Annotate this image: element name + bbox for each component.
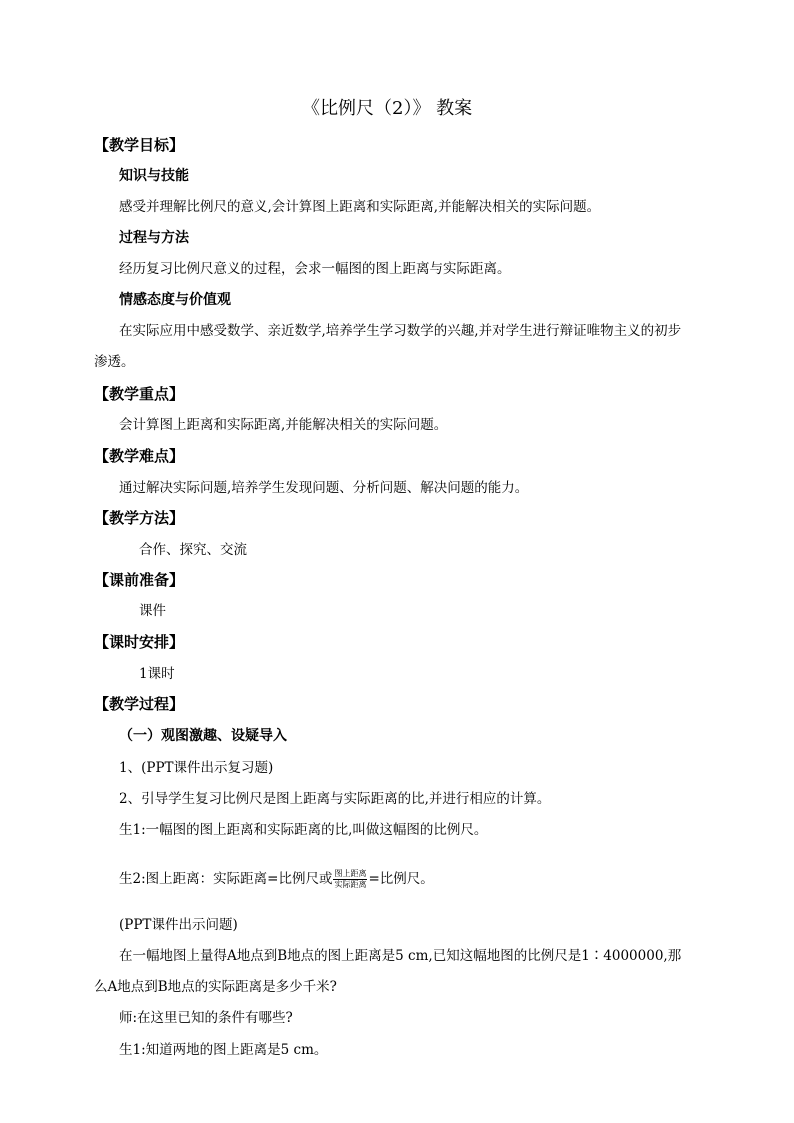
fraction-numerator: 图上距离 [334, 869, 367, 878]
text-schedule: 1课时 [139, 666, 175, 682]
student2-prefix: 生2:图上距离：实际距离=比例尺或 [119, 871, 333, 887]
formula-fraction [333, 869, 367, 890]
text-process: 经历复习比例尺意义的过程，会求一幅图的图上距离与实际距离。 [119, 261, 511, 277]
fraction-denominator: 实际距离 [334, 880, 367, 889]
subheading-emotion: 情感态度与价值观 [119, 292, 231, 308]
text-emotion-line2: 渗透。 [94, 354, 135, 370]
text-problem-line2: 么A地点到B地点的实际距离是多少千米? [94, 979, 337, 995]
text-knowledge: 感受并理解比例尺的意义,会计算图上距离和实际距离,并能解决相关的实际问题。 [119, 199, 601, 215]
heading-process: 【教学过程】 [94, 695, 185, 713]
text-emotion-line1: 在实际应用中感受数学、亲近数学,培养学生学习数学的兴趣,并对学生进行辩证唯物主义的初步 [119, 323, 682, 339]
subheading-part1: （一）观图激趣、设疑导入 [119, 728, 287, 744]
text-teacher: 师:在这里已知的条件有哪些? [119, 1010, 293, 1026]
text-problem-line1: 在一幅地图上量得A地点到B地点的图上距离是5 cm,已知这幅地图的比例尺是1∶4000000,那 [119, 948, 682, 964]
text-student1: 生1:一幅图的图上距离和实际距离的比,叫做这幅图的比例尺。 [119, 822, 488, 838]
text-preparation: 课件 [139, 603, 166, 619]
heading-key-points: 【教学重点】 [94, 385, 185, 403]
text-ppt-problem: (PPT课件出示问题) [119, 917, 238, 933]
heading-difficulties: 【教学难点】 [94, 447, 185, 465]
text-key-points: 会计算图上距离和实际距离,并能解决相关的实际问题。 [119, 417, 448, 433]
heading-methods: 【教学方法】 [94, 509, 185, 527]
text-item2: 2、引导学生复习比例尺是图上距离与实际距离的比,并进行相应的计算。 [119, 791, 551, 807]
heading-objectives: 【教学目标】 [94, 136, 185, 154]
text-difficulties: 通过解决实际问题,培养学生发现问题、分析问题、解决问题的能力。 [119, 480, 529, 496]
heading-preparation: 【课前准备】 [94, 571, 185, 589]
text-student-answer: 生1:知道两地的图上距离是5 cm。 [119, 1042, 328, 1058]
heading-schedule: 【课时安排】 [94, 633, 185, 651]
text-item1: 1、(PPT课件出示复习题) [119, 760, 274, 776]
student2-suffix: =比例尺。 [368, 871, 434, 887]
text-methods: 合作、探究、交流 [139, 542, 247, 558]
subheading-knowledge: 知识与技能 [119, 168, 189, 184]
page-title: 《比例尺（2）》 教案 [302, 98, 473, 119]
subheading-process: 过程与方法 [119, 230, 189, 246]
text-student2 [119, 869, 434, 890]
